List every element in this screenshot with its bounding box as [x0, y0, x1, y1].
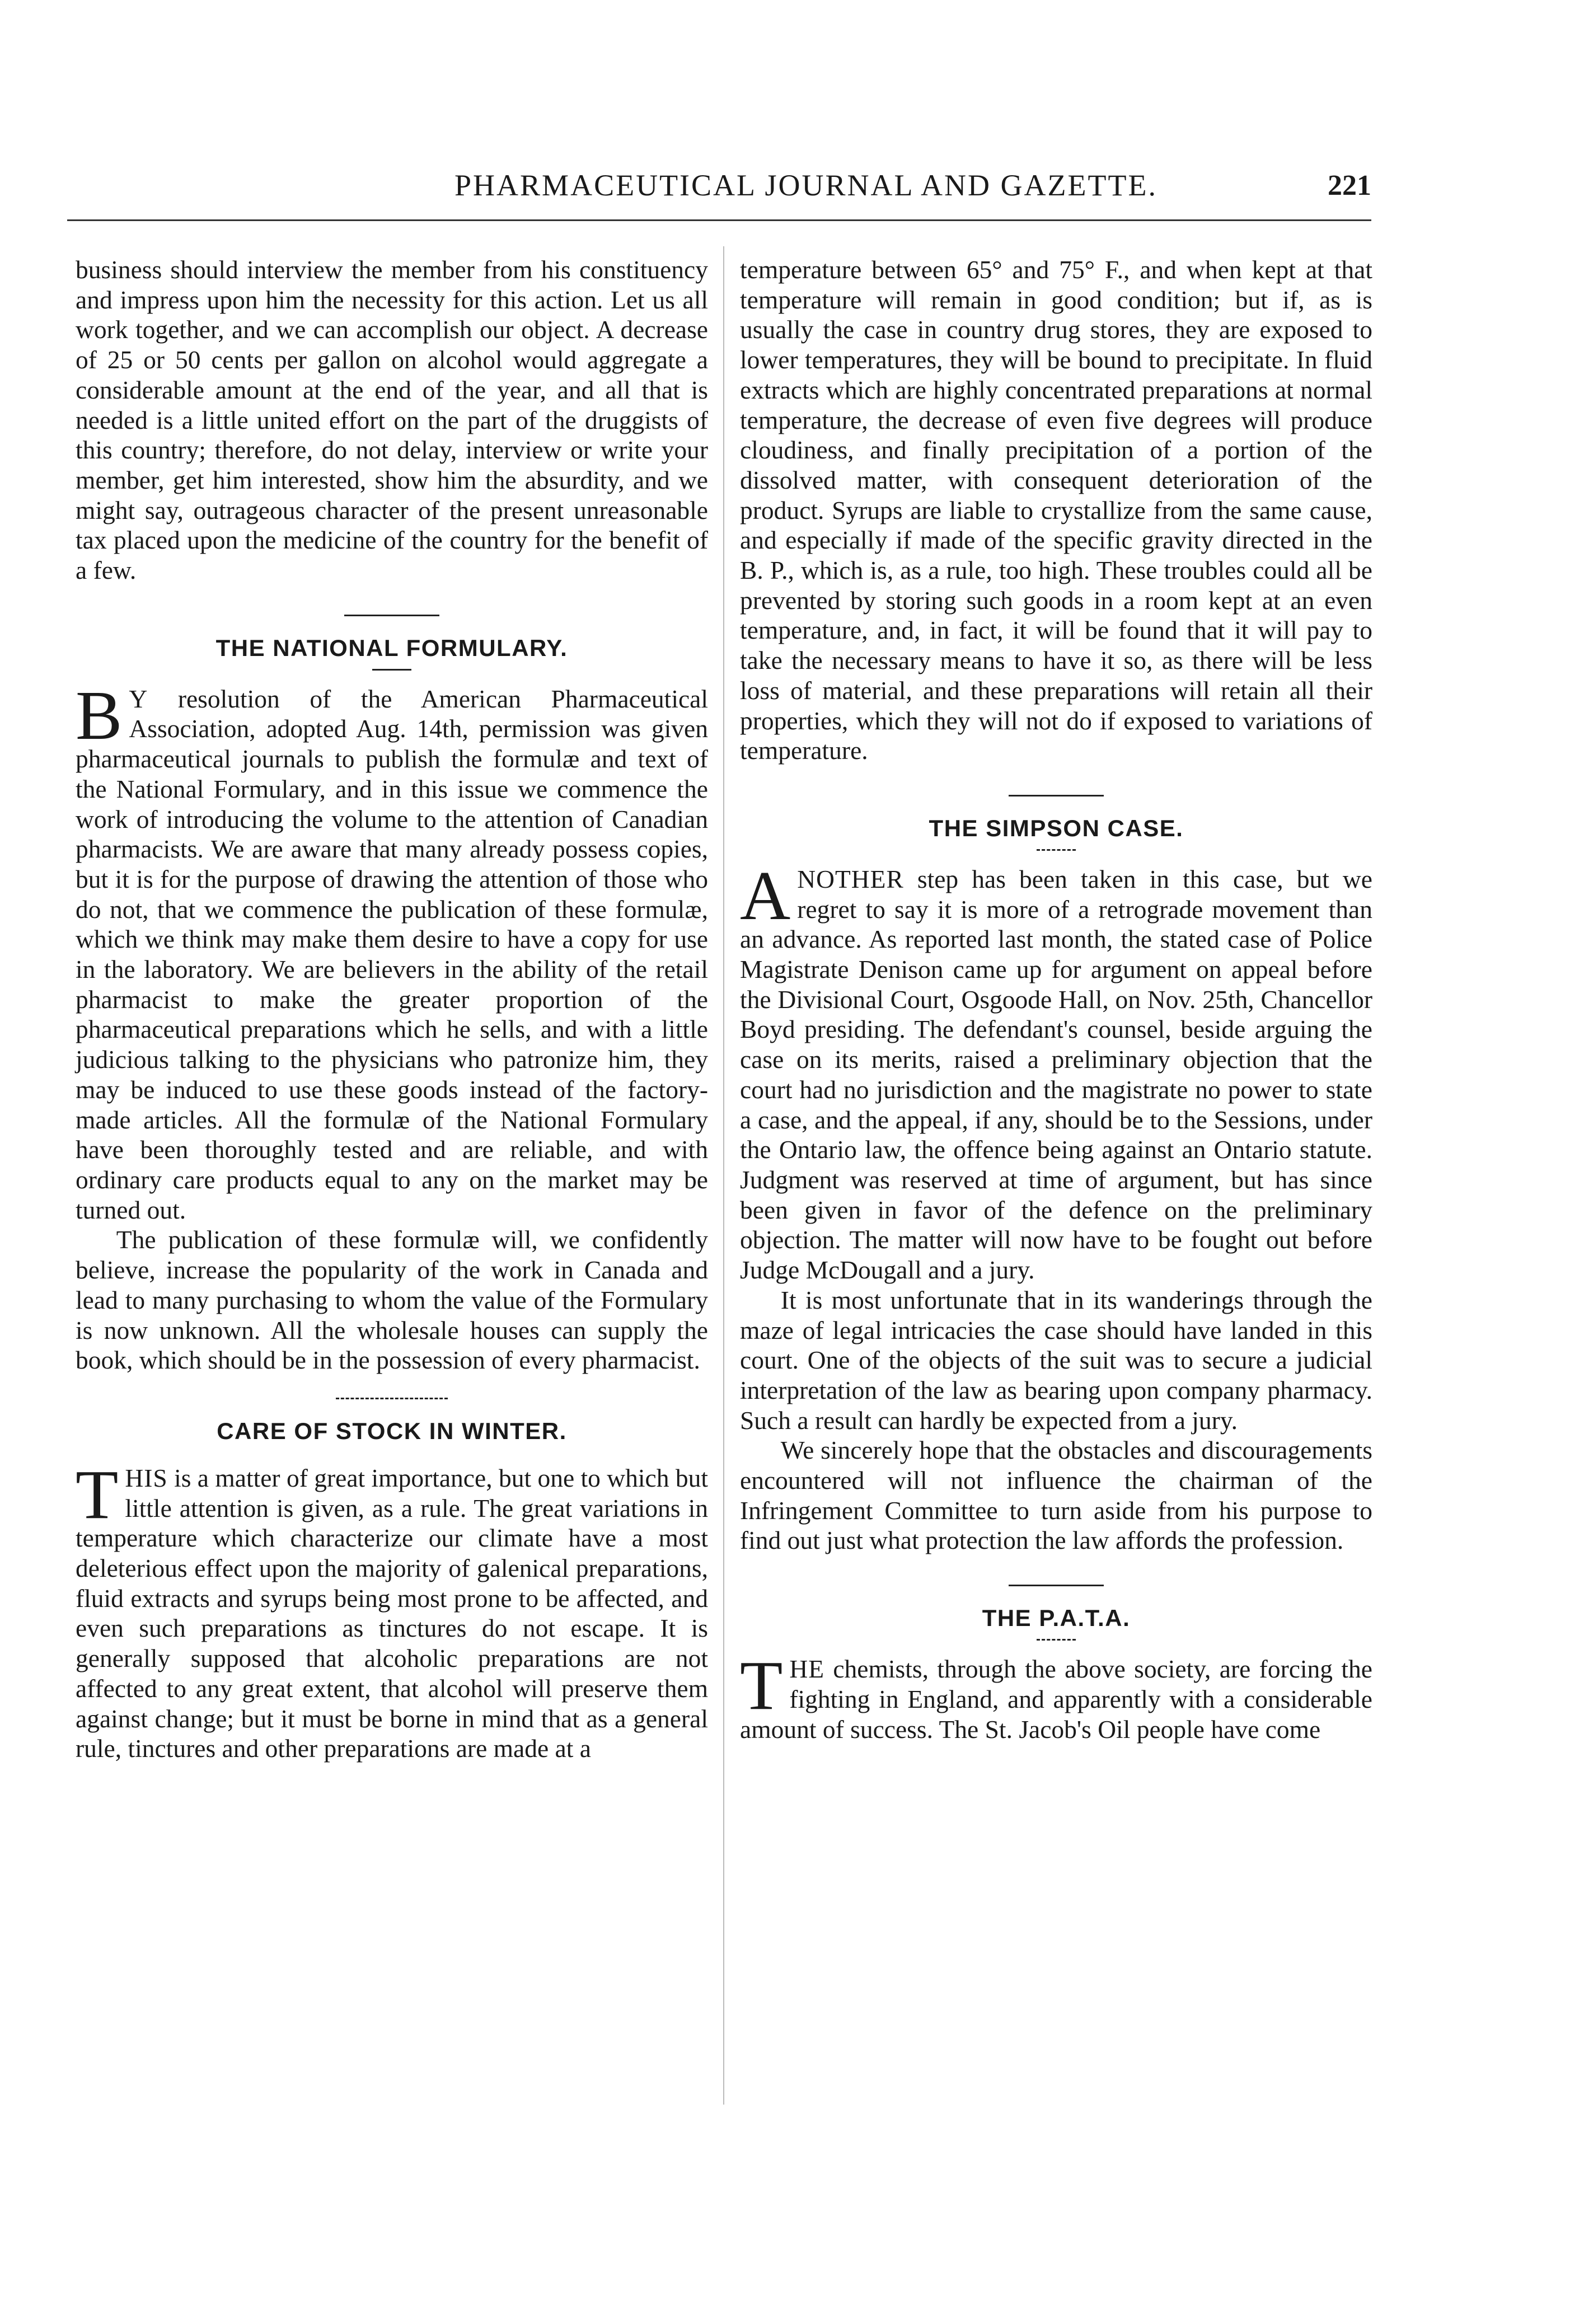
- section-heading: CARE OF STOCK IN WINTER.: [217, 1417, 567, 1444]
- running-title: PHARMACEUTICAL JOURNAL AND GAZETTE.: [454, 168, 1157, 202]
- drop-cap: T: [76, 1456, 119, 1534]
- paragraph-text: resolution of the American Pharmaceutical Association, adopted Aug. 14th, permission was given pharmaceutical journals to publish the formulæ and text of the National Formulary, and in this issue we commence the work of introducing the volume to the attention of Canadian pharmacists. We are aware that many already possess copies, but it is for the purpose of drawing the attention of those who do not, that we commence the publication of these formulæ, which we think may make them desire to have a copy for use in the laboratory. We are believers in the ability of the retail pharmacist to make the greater proportion of the pharmaceutical preparations which he sells, and with a little judicious talking to the physicians who patronize him, they may be induced to use these goods instead of the factory-made articles. All the formulæ of the National Formulary have been thoroughly tested and are reliable, and with ordinary care products equal to any on the market may be turned out.: [76, 684, 708, 1224]
- drop-cap: B: [76, 677, 123, 755]
- drop-cap: A: [740, 857, 791, 935]
- column-divider: [723, 246, 724, 2105]
- lead-in: HIS: [125, 1463, 168, 1492]
- left-column: [76, 255, 708, 1764]
- article-paragraph: [740, 857, 1372, 1285]
- lead-in: Y: [129, 684, 148, 713]
- article-paragraph: It is most unfortunate that in its wanderings through the maze of legal intricacies the case should have landed in this court. One of the objects of the suit was to secure a judicial interpretation of the law as bearing upon company pharmacy. Such a result can hardly be expected from a jury.: [740, 1285, 1372, 1435]
- section-rule: [1037, 1639, 1076, 1641]
- section-heading: THE P.A.T.A.: [982, 1605, 1131, 1632]
- section-rule: [336, 1398, 448, 1399]
- article-text: temperature between 65° and 75° F., and when kept at that temperature will remain in good condition; but if, as is usually the case in country drug stores, they are exposed to lower temperatures, they will be bound to precipitate. In fluid extracts which are highly concentrated preparations at normal temperature, the decrease of even five degrees will produce cloudiness, and finally precipitation of a portion of the dissolved matter, with consequent deterioration of the product. Syrups are liable to crystallize from the same cause, and especially if made of the specific gravity directed in the B. P., which is, as a rule, too high. These troubles could all be prevented by storing such goods in a room kept at an even temperature, and, in fact, it will be found that it will pay to take the necessary means to have it so, as there will be less loss of material, and these preparations will retain all their properties, which they will not do if exposed to variations of temperature.: [740, 255, 1372, 765]
- paragraph-text: step has been taken in this case, but we regret to say it is more of a retrograde movement than an advance. As reported last month, the stated case of Police Magistrate Denison came up for argument on appeal before the Divisional Court, Osgoode Hall, on Nov. 25th, Chancellor Boyd presiding. The defendant's counsel, beside arguing the case on its merits, raised a preliminary objection that the court had no jurisdiction and the magistrate no power to state a case, and the appeal, if any, should be to the Sessions, under the Ontario law, the offence being against an Ontario statute. Judgment was reserved at time of argument, but has since been given in favor of the defence on the preliminary objection. The matter will now have to be fought out before Judge McDougall and a jury.: [740, 864, 1372, 1285]
- drop-cap: T: [740, 1647, 783, 1725]
- article-paragraph: [76, 1456, 709, 1764]
- section-rule: [372, 669, 411, 671]
- right-column: [740, 255, 1372, 1744]
- lead-in: HE: [789, 1655, 825, 1684]
- article-paragraph: We sincerely hope that the obstacles and discouragements encountered will not influence the chairman of the Infringement Committee to turn aside from his purpose to find out just what protection the law affords the profession.: [740, 1436, 1372, 1555]
- article-paragraph: The publication of these formulæ will, we confidently believe, increase the popularity of the work in Canada and lead to many purchasing to whom the value of the Formulary is now unknown. All the wholesale houses can supply the book, which should be in the possession of every pharmacist.: [76, 1225, 708, 1375]
- section-rule: [1037, 849, 1076, 851]
- section-heading: THE NATIONAL FORMULARY.: [215, 634, 568, 661]
- article-text: business should interview the member from his constituency and impress upon him the necessity for this action. Let us all work together, and we can accomplish our object. A decrease of 25 or 50 cents per gallon on alcohol would aggregate a considerable amount at the end of the year, and all that is needed is a little united effort on the part of the druggists of this country; therefore, do not delay, interview or write your member, get him interested, show him the absurdity, and we might say, outrageous character of the present unreasonable tax placed upon the medicine of the country for the benefit of a few.: [76, 255, 708, 585]
- paragraph-text: is a matter of great importance, but one to which but little attention is given, as a rule. The great variations in temperature which characterize our climate have a most deleterious effect upon the majority of galenical preparations, fluid extracts and syrups being most prone to be affected, and even such preparations as tinctures do not escape. It is generally supposed that alcoholic preparations are not affected to any great extent, that alcohol will preserve them against change; but it must be borne in mind that as a general rule, tinctures and other preparations are made at a: [76, 1463, 709, 1763]
- section-rule: [1009, 1585, 1104, 1586]
- section-heading: THE SIMPSON CASE.: [929, 814, 1184, 841]
- page-number: 221: [1328, 170, 1371, 202]
- article-paragraph: [740, 1647, 1372, 1744]
- paragraph-text: chemists, through the above society, are forcing the fighting in England, and apparently with a considerable amount of success. The St. Jacob's Oil people have come: [740, 1655, 1372, 1744]
- header-rule: [67, 219, 1371, 221]
- lead-in: NOTHER: [797, 864, 904, 893]
- section-rule: [344, 615, 439, 616]
- section-rule: [1009, 795, 1104, 796]
- article-paragraph: [76, 677, 708, 1225]
